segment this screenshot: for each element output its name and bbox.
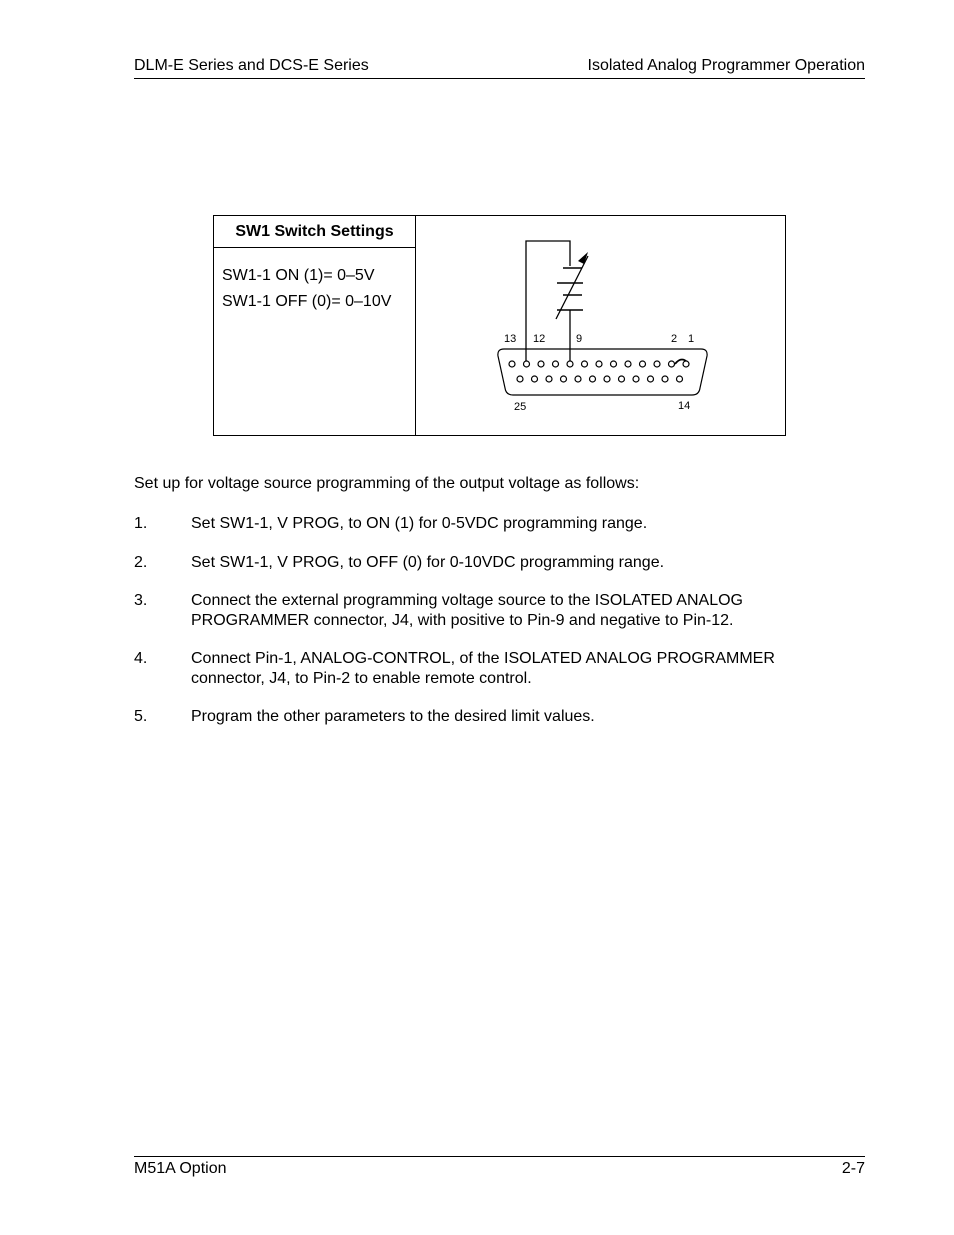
pin-12: [524, 361, 530, 367]
page-number: 2-7: [841, 1160, 865, 1177]
step-number: 4.: [134, 650, 148, 667]
step-text: Set SW1-1, V PROG, to ON (1) for 0-5VDC programming range.: [191, 515, 648, 532]
pin-5: [625, 361, 631, 367]
pin-8: [582, 361, 588, 367]
pin-20: [590, 376, 596, 382]
pin-10: [553, 361, 559, 367]
switch-settings-figure: [213, 215, 786, 436]
page-footer: [134, 1156, 865, 1181]
step-number: 2.: [134, 554, 148, 571]
header-right: Isolated Analog Programmer Operation: [587, 57, 865, 74]
top-row-pins: [509, 361, 689, 367]
wire-pin12: [526, 241, 570, 364]
step-number: 5.: [134, 708, 148, 725]
pin-17: [633, 376, 639, 382]
pin-22: [561, 376, 567, 382]
pin-14: [677, 376, 683, 382]
setting-on: SW1-1 ON (1)= 0–5V: [222, 267, 375, 284]
pin-label-9: 9: [576, 333, 583, 345]
step-number: 1.: [134, 515, 148, 532]
pin-16: [648, 376, 654, 382]
pin-13: [509, 361, 515, 367]
pin-label-25: 25: [514, 401, 527, 413]
page-header: [134, 56, 865, 79]
pin-24: [532, 376, 538, 382]
bottom-row-pins: [517, 376, 683, 382]
setting-off: SW1-1 OFF (0)= 0–10V: [222, 293, 392, 310]
header-left: DLM-E Series and DCS-E Series: [134, 57, 369, 74]
db25-wiring-svg: [416, 216, 785, 435]
step-number: 3.: [134, 592, 148, 609]
pin-9: [567, 361, 573, 367]
pin-23: [546, 376, 552, 382]
connector-diagram: [416, 216, 785, 435]
pin-label-12: 12: [533, 333, 546, 345]
db25-shell: [498, 349, 707, 395]
step-text: Program the other parameters to the desired limit values.: [191, 708, 595, 725]
pin-2: [669, 361, 675, 367]
step-text: Connect the external programming voltage source to the ISOLATED ANALOG PROGRAMMER connector, J4, with positive to Pin-9 and negative to Pin-12.: [191, 592, 743, 629]
pin-label-14: 14: [678, 400, 691, 412]
pin-15: [662, 376, 668, 382]
pin-21: [575, 376, 581, 382]
pin-11: [538, 361, 544, 367]
pin-4: [640, 361, 646, 367]
step-text: Connect Pin-1, ANALOG-CONTROL, of the ISOLATED ANALOG PROGRAMMER connector, J4, to Pin-2 to enable remote control.: [191, 650, 775, 687]
pin-18: [619, 376, 625, 382]
table-title: SW1 Switch Settings: [214, 216, 415, 248]
pin-label-1: 1: [688, 333, 695, 345]
pin-6: [611, 361, 617, 367]
pin-25: [517, 376, 523, 382]
footer-left: M51A Option: [134, 1160, 227, 1177]
pin-label-2: 2: [671, 333, 678, 345]
step-text: Set SW1-1, V PROG, to OFF (0) for 0-10VDC programming range.: [191, 554, 665, 571]
intro-text: Set up for voltage source programming of the output voltage as follows:: [134, 475, 640, 492]
pin-label-13: 13: [504, 333, 517, 345]
pin-3: [654, 361, 660, 367]
pin-1: [683, 361, 689, 367]
pin-19: [604, 376, 610, 382]
pin-7: [596, 361, 602, 367]
switch-settings-table: [214, 216, 416, 435]
